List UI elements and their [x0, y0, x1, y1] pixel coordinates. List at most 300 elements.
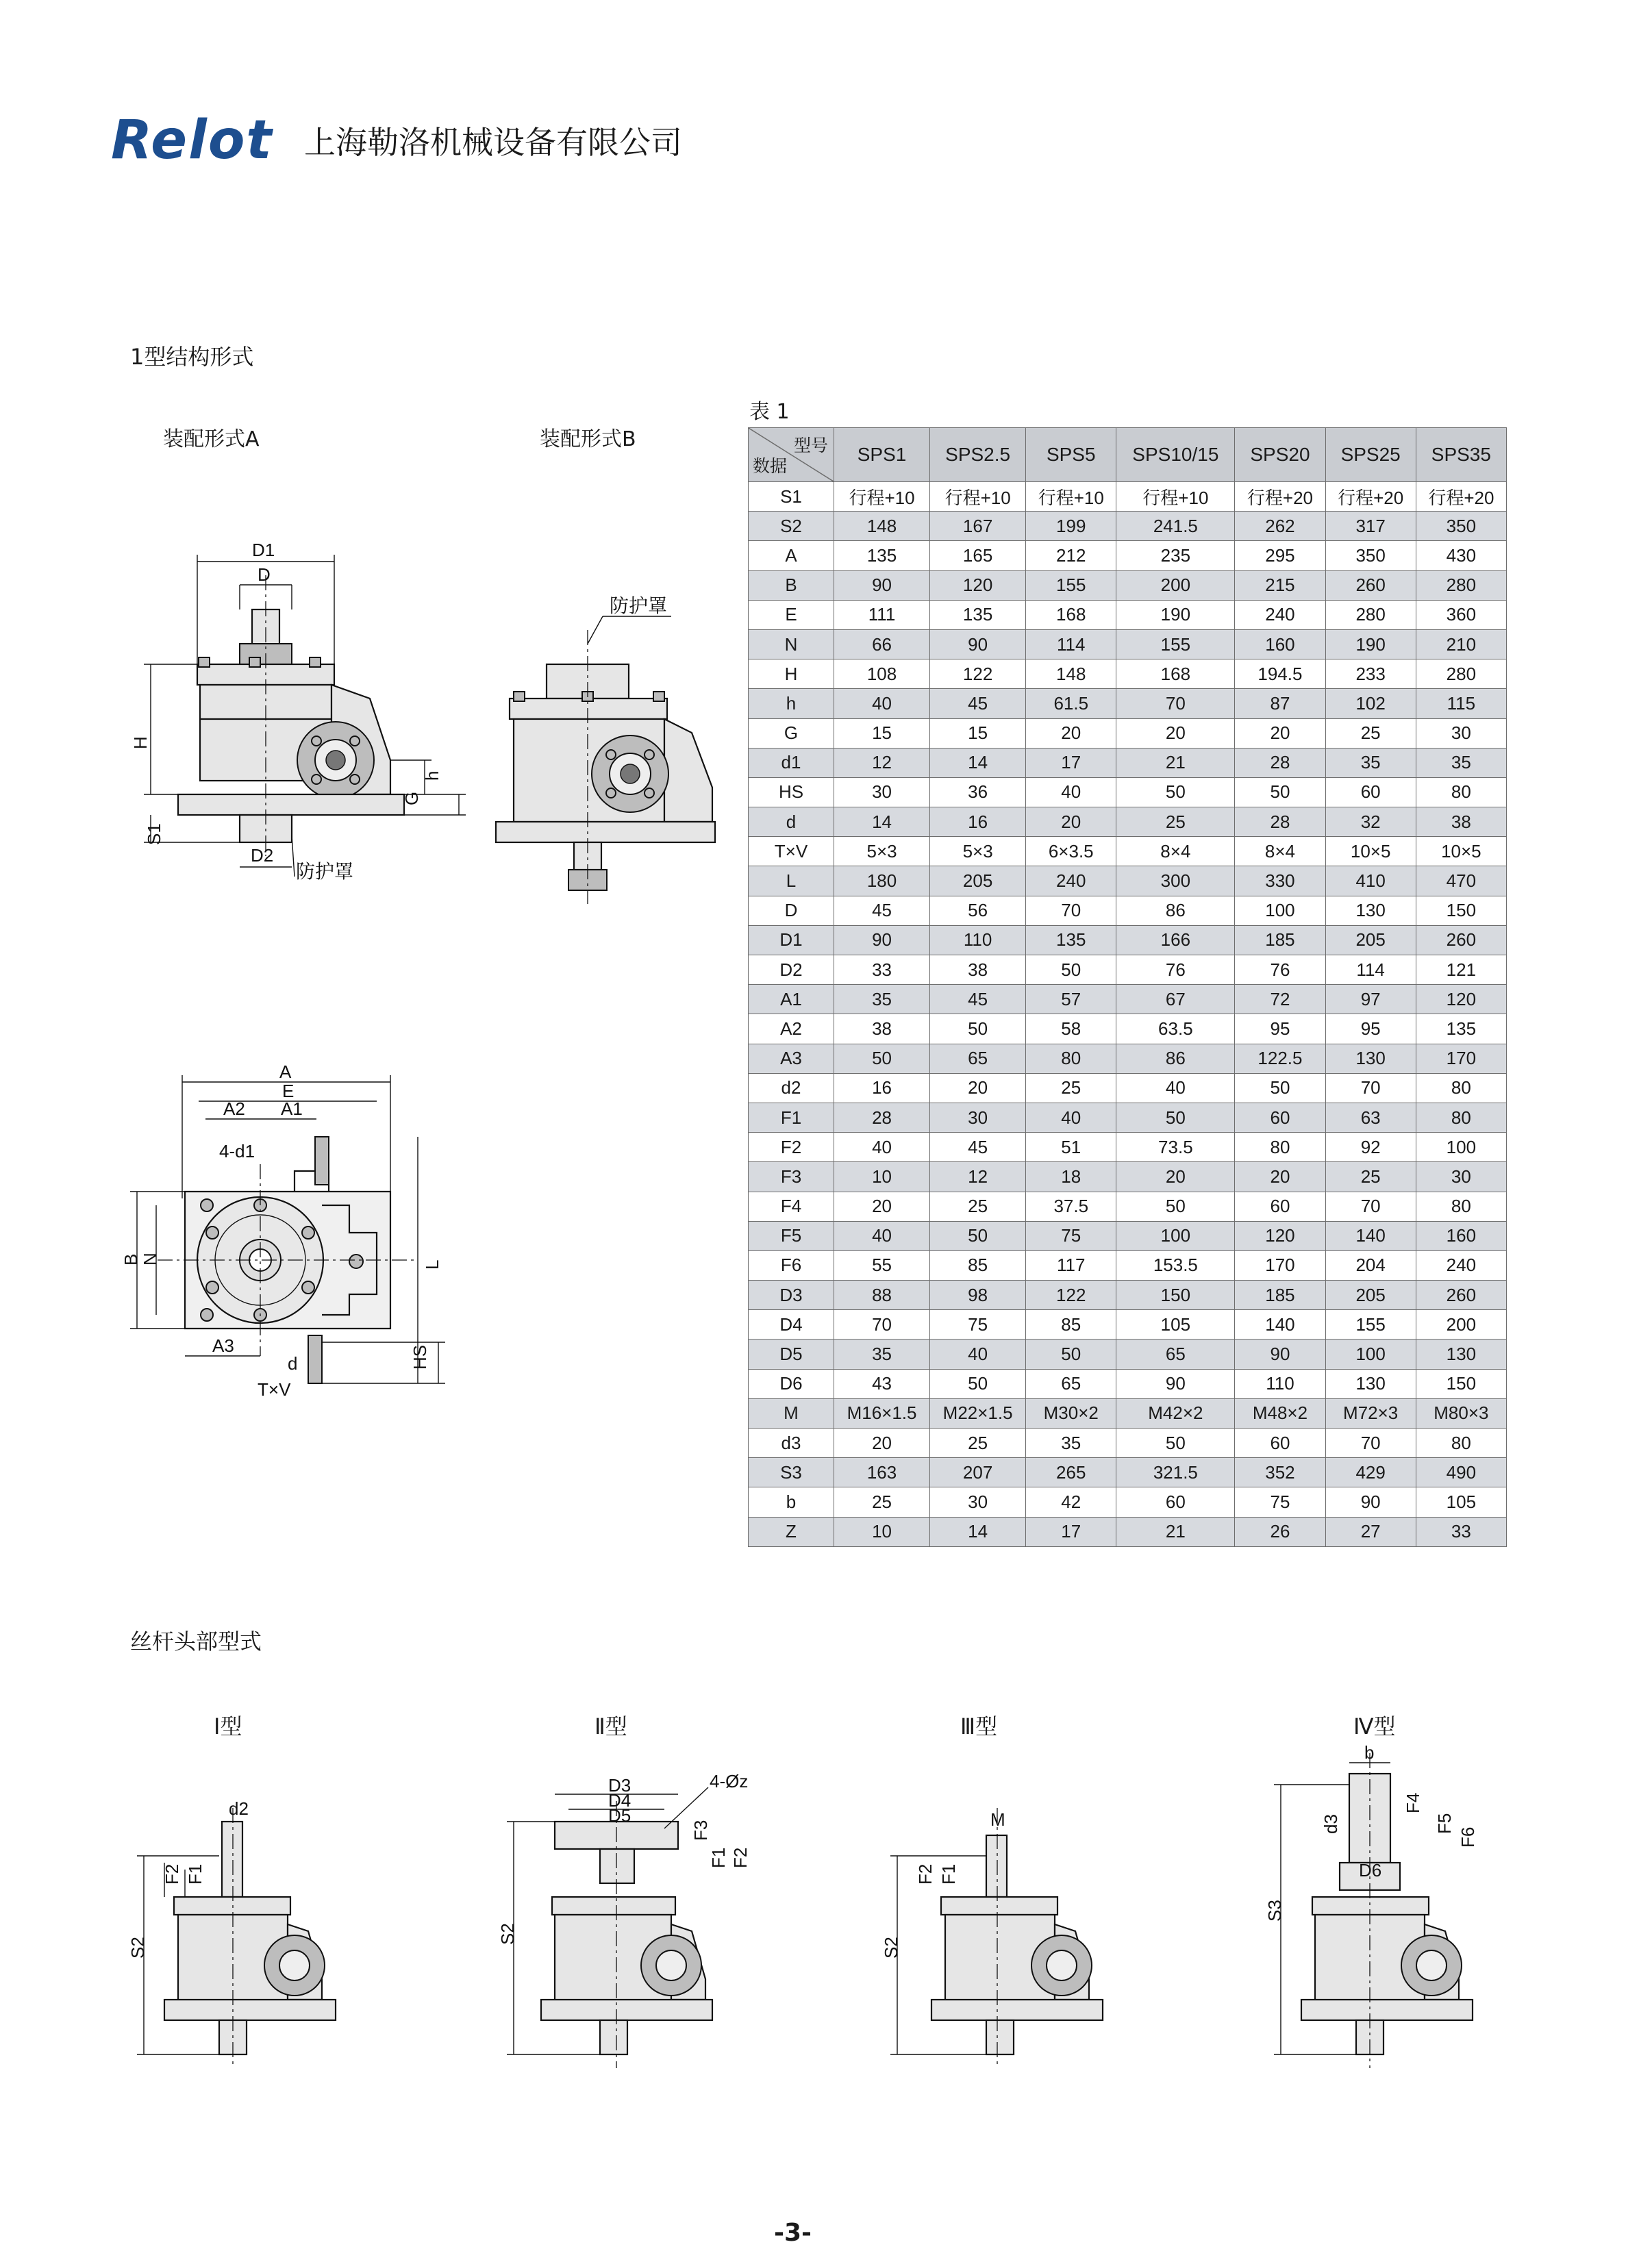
table-cell: 40 [1116, 1073, 1235, 1103]
table-cell: 50 [1116, 1429, 1235, 1458]
row-label: b [749, 1487, 834, 1517]
row-label: N [749, 629, 834, 659]
row-label: A1 [749, 985, 834, 1014]
table-row [749, 512, 1507, 541]
section-title-structure: 1型结构形式 [130, 344, 254, 370]
dim-h: h [422, 770, 442, 781]
dim-TxV: T×V [258, 1379, 291, 1400]
table-cell: 38 [834, 1014, 930, 1044]
table-cell: 80 [1416, 777, 1506, 807]
table-cell: 51 [1026, 1133, 1116, 1162]
table-cell: 60 [1116, 1487, 1235, 1517]
table-cell: 40 [1026, 777, 1116, 807]
row-label: d [749, 807, 834, 837]
row-label: B [749, 570, 834, 600]
table-cell: M22×1.5 [930, 1398, 1026, 1428]
table-row [749, 1221, 1507, 1250]
table-cell: 430 [1416, 541, 1506, 570]
table-row [749, 1014, 1507, 1044]
table-cell: 17 [1026, 1517, 1116, 1546]
table-cell: 115 [1416, 689, 1506, 718]
page-number: -3- [774, 2219, 812, 2247]
table-cell: 25 [1116, 807, 1235, 837]
table-row [749, 1103, 1507, 1132]
table-cell: 122 [930, 659, 1026, 689]
table-cell: 114 [1026, 629, 1116, 659]
table-cell: 40 [930, 1339, 1026, 1369]
table-cell: 105 [1116, 1310, 1235, 1339]
table-cell: 45 [834, 896, 930, 925]
table-cell: 25 [834, 1487, 930, 1517]
table-cell: 429 [1325, 1458, 1416, 1487]
table-cell: 30 [930, 1487, 1026, 1517]
table-cell: 37.5 [1026, 1192, 1116, 1221]
table-cell: 130 [1325, 1044, 1416, 1073]
table-cell: 10 [834, 1162, 930, 1192]
table-cell: 490 [1416, 1458, 1506, 1487]
table-cell: 130 [1416, 1339, 1506, 1369]
dim-S2: S2 [881, 1937, 901, 1959]
table-cell: 210 [1416, 629, 1506, 659]
table-cell: 130 [1325, 1369, 1416, 1398]
table-cell: 120 [930, 570, 1026, 600]
table-cell: 163 [834, 1458, 930, 1487]
table-cell: 350 [1325, 541, 1416, 570]
table-row [749, 1517, 1507, 1546]
table-cell: 200 [1416, 1310, 1506, 1339]
table-row [749, 985, 1507, 1014]
table-row [749, 1044, 1507, 1073]
table-cell: 76 [1235, 955, 1325, 985]
table-cell: 21 [1116, 748, 1235, 777]
spec-table [748, 427, 1507, 1547]
table-cell: 168 [1116, 659, 1235, 689]
table-cell: 205 [1325, 1281, 1416, 1310]
row-label: A2 [749, 1014, 834, 1044]
dim-L: L [422, 1259, 442, 1270]
table-cell: 155 [1116, 629, 1235, 659]
table-cell: 行程+20 [1325, 482, 1416, 512]
table-cell: 70 [1026, 896, 1116, 925]
table-cell: 260 [1325, 570, 1416, 600]
table-cell: 72 [1235, 985, 1325, 1014]
corner-data-label: 数据 [753, 457, 788, 476]
dim-F2: F2 [915, 1863, 936, 1885]
table-cell: 130 [1325, 896, 1416, 925]
row-label: A3 [749, 1044, 834, 1073]
row-label: E [749, 600, 834, 629]
table-cell: 57 [1026, 985, 1116, 1014]
table-cell: 205 [1325, 925, 1416, 955]
table-cell: 102 [1325, 689, 1416, 718]
table-cell: 92 [1325, 1133, 1416, 1162]
table-row [749, 482, 1507, 512]
table-cell: 28 [1235, 807, 1325, 837]
table-cell: 32 [1325, 807, 1416, 837]
table-cell: 194.5 [1235, 659, 1325, 689]
table-row [749, 600, 1507, 629]
table-cell: 95 [1325, 1014, 1416, 1044]
table-cell: 155 [1026, 570, 1116, 600]
table-cell: M72×3 [1325, 1398, 1416, 1428]
row-label: D2 [749, 955, 834, 985]
table-row [749, 659, 1507, 689]
table-cell: 10×5 [1325, 837, 1416, 866]
table-cell: M42×2 [1116, 1398, 1235, 1428]
dim-G: G [401, 791, 422, 805]
table-cell: 25 [930, 1429, 1026, 1458]
table-row [749, 1310, 1507, 1339]
row-label: d2 [749, 1073, 834, 1103]
table-cell: 352 [1235, 1458, 1325, 1487]
table-row [749, 629, 1507, 659]
row-label: M [749, 1398, 834, 1428]
table-cell: 45 [930, 1133, 1026, 1162]
table-cell: 26 [1235, 1517, 1325, 1546]
row-label: S3 [749, 1458, 834, 1487]
table-row [749, 1429, 1507, 1458]
table-cell: 43 [834, 1369, 930, 1398]
table-cell: 14 [930, 1517, 1026, 1546]
table-cell: 185 [1235, 925, 1325, 955]
table-cell: 260 [1416, 1281, 1506, 1310]
row-label: S2 [749, 512, 834, 541]
dim-E: E [282, 1081, 295, 1101]
type-3-drawing [863, 1794, 1151, 2102]
dim-d3: d3 [1321, 1814, 1341, 1834]
row-label: T×V [749, 837, 834, 866]
table-cell: 8×4 [1235, 837, 1325, 866]
row-label: F1 [749, 1103, 834, 1132]
table-cell: 12 [834, 748, 930, 777]
top-view-drawing [116, 1061, 473, 1411]
dim-D3: D3 [608, 1775, 631, 1796]
table-cell: 28 [1235, 748, 1325, 777]
table-cell: 8×4 [1116, 837, 1235, 866]
table-cell: 20 [930, 1073, 1026, 1103]
table-cell: 36 [930, 777, 1026, 807]
table-cell: 190 [1325, 629, 1416, 659]
table-cell: 280 [1416, 659, 1506, 689]
table-row [749, 1250, 1507, 1280]
table-cell: 行程+10 [834, 482, 930, 512]
dim-F2: F2 [162, 1863, 182, 1885]
row-label: Z [749, 1517, 834, 1546]
company-name: 上海勒洛机械设备有限公司 [304, 124, 682, 161]
table-cell: 58 [1026, 1014, 1116, 1044]
table-cell: 100 [1325, 1339, 1416, 1369]
table-cell: 18 [1026, 1162, 1116, 1192]
col-header: SPS1 [834, 428, 930, 482]
table-cell: 80 [1416, 1192, 1506, 1221]
table-cell: 行程+20 [1416, 482, 1506, 512]
table-cell: 190 [1116, 600, 1235, 629]
table-cell: 35 [834, 1339, 930, 1369]
table-cell: 86 [1116, 896, 1235, 925]
table-cell: 90 [834, 925, 930, 955]
table-cell: 122.5 [1235, 1044, 1325, 1073]
table-cell: 70 [1116, 689, 1235, 718]
dim-D5: D5 [608, 1805, 631, 1826]
table-cell: 160 [1416, 1221, 1506, 1250]
dim-N: N [140, 1253, 160, 1266]
dim-F2: F2 [730, 1847, 751, 1868]
table-cell: M48×2 [1235, 1398, 1325, 1428]
table-cell: 240 [1026, 866, 1116, 896]
table-cell: 50 [930, 1221, 1026, 1250]
col-header: SPS2.5 [930, 428, 1026, 482]
table-cell: 80 [1026, 1044, 1116, 1073]
table-cell: 50 [1235, 1073, 1325, 1103]
spec-table-body [749, 482, 1507, 1547]
table-cell: 135 [930, 600, 1026, 629]
dim-M: M [990, 1809, 1005, 1830]
table-row [749, 1458, 1507, 1487]
table-cell: 60 [1235, 1103, 1325, 1132]
brand-logo: Relot [111, 110, 273, 171]
table-cell: 155 [1325, 1310, 1416, 1339]
table-cell: 185 [1235, 1281, 1325, 1310]
table-cell: 20 [1235, 1162, 1325, 1192]
table-cell: 20 [834, 1429, 930, 1458]
table-cell: 56 [930, 896, 1026, 925]
dim-D1: D1 [252, 540, 275, 560]
type-2-label: Ⅱ型 [595, 1713, 627, 1739]
table-cell: 25 [1325, 718, 1416, 748]
table-cell: 35 [1026, 1429, 1116, 1458]
table-cell: 5×3 [930, 837, 1026, 866]
table-cell: 150 [1416, 896, 1506, 925]
table-cell: 20 [834, 1192, 930, 1221]
table-cell: 150 [1416, 1369, 1506, 1398]
table-row [749, 1487, 1507, 1517]
table-cell: 148 [834, 512, 930, 541]
table-cell: 105 [1416, 1487, 1506, 1517]
row-label: F2 [749, 1133, 834, 1162]
table-cell: 350 [1416, 512, 1506, 541]
table-cell: 88 [834, 1281, 930, 1310]
row-label: G [749, 718, 834, 748]
table-cell: 90 [834, 570, 930, 600]
table-row [749, 1281, 1507, 1310]
table-cell: 98 [930, 1281, 1026, 1310]
table-corner-cell [749, 428, 834, 482]
table-cell: 330 [1235, 866, 1325, 896]
table-cell: 76 [1116, 955, 1235, 985]
table-cell: 25 [930, 1192, 1026, 1221]
table-cell: 265 [1026, 1458, 1116, 1487]
table-cell: M30×2 [1026, 1398, 1116, 1428]
table-cell: 63.5 [1116, 1014, 1235, 1044]
table-cell: 15 [930, 718, 1026, 748]
table-cell: 100 [1235, 896, 1325, 925]
table-cell: 295 [1235, 541, 1325, 570]
table-cell: 20 [1116, 1162, 1235, 1192]
table-cell: 行程+10 [1026, 482, 1116, 512]
table-cell: 60 [1325, 777, 1416, 807]
table-cell: 73.5 [1116, 1133, 1235, 1162]
table-cell: M16×1.5 [834, 1398, 930, 1428]
table-cell: 140 [1235, 1310, 1325, 1339]
row-label: S1 [749, 482, 834, 512]
table-caption: 表 1 [749, 400, 790, 424]
table-cell: 180 [834, 866, 930, 896]
table-cell: 40 [834, 1133, 930, 1162]
table-cell: 50 [1116, 1192, 1235, 1221]
dim-D6: D6 [1359, 1860, 1382, 1881]
table-cell: 90 [1235, 1339, 1325, 1369]
table-cell: 75 [1026, 1221, 1116, 1250]
row-label: D6 [749, 1369, 834, 1398]
dim-d2: d2 [229, 1798, 249, 1819]
dim-F4: F4 [1403, 1792, 1423, 1813]
table-cell: 240 [1416, 1250, 1506, 1280]
table-cell: 70 [1325, 1192, 1416, 1221]
table-cell: 60 [1235, 1192, 1325, 1221]
table-cell: 75 [930, 1310, 1026, 1339]
table-cell: 87 [1235, 689, 1325, 718]
dim-S2: S2 [497, 1923, 518, 1945]
table-cell: 28 [834, 1103, 930, 1132]
table-cell: 80 [1416, 1073, 1506, 1103]
dim-S3: S3 [1264, 1900, 1285, 1922]
table-cell: 14 [930, 748, 1026, 777]
table-cell: 300 [1116, 866, 1235, 896]
table-cell: 262 [1235, 512, 1325, 541]
row-label: D3 [749, 1281, 834, 1310]
assembly-a-label: 装配形式A [163, 427, 260, 451]
table-cell: 行程+10 [1116, 482, 1235, 512]
table-cell: 55 [834, 1250, 930, 1280]
row-label: D1 [749, 925, 834, 955]
dim-HS: HS [410, 1344, 430, 1370]
table-cell: 360 [1416, 600, 1506, 629]
table-cell: 75 [1235, 1487, 1325, 1517]
corner-model-label: 型号 [793, 436, 828, 455]
dim-D2: D2 [251, 845, 274, 866]
row-label: HS [749, 777, 834, 807]
table-cell: 40 [834, 1221, 930, 1250]
row-label: F5 [749, 1221, 834, 1250]
dim-D: D [258, 564, 271, 585]
table-cell: 85 [930, 1250, 1026, 1280]
table-cell: 45 [930, 689, 1026, 718]
table-cell: 470 [1416, 866, 1506, 896]
table-cell: 16 [834, 1073, 930, 1103]
col-header: SPS35 [1416, 428, 1506, 482]
table-cell: 65 [1116, 1339, 1235, 1369]
table-cell: 241.5 [1116, 512, 1235, 541]
table-cell: 90 [1325, 1487, 1416, 1517]
table-cell: 199 [1026, 512, 1116, 541]
table-cell: 25 [1026, 1073, 1116, 1103]
table-cell: 160 [1235, 629, 1325, 659]
table-cell: 行程+20 [1235, 482, 1325, 512]
table-row [749, 1369, 1507, 1398]
table-header-row [749, 428, 1507, 482]
table-cell: 25 [1325, 1162, 1416, 1192]
dim-D4: D4 [608, 1790, 631, 1811]
table-cell: 30 [1416, 1162, 1506, 1192]
table-row [749, 955, 1507, 985]
table-cell: 50 [1116, 777, 1235, 807]
table-cell: M80×3 [1416, 1398, 1506, 1428]
table-cell: 110 [930, 925, 1026, 955]
col-header: SPS25 [1325, 428, 1416, 482]
dim-A2: A2 [223, 1098, 245, 1119]
table-cell: 70 [1325, 1073, 1416, 1103]
type-4-label: Ⅳ型 [1353, 1713, 1396, 1739]
table-cell: 50 [930, 1369, 1026, 1398]
table-cell: 240 [1235, 600, 1325, 629]
row-label: F3 [749, 1162, 834, 1192]
row-label: F6 [749, 1250, 834, 1280]
col-header: SPS10/15 [1116, 428, 1235, 482]
table-cell: 50 [834, 1044, 930, 1073]
table-cell: 205 [930, 866, 1026, 896]
table-cell: 20 [1116, 718, 1235, 748]
row-label: D [749, 896, 834, 925]
dim-S2: S2 [127, 1937, 148, 1959]
table-cell: 14 [834, 807, 930, 837]
table-cell: 204 [1325, 1250, 1416, 1280]
table-row [749, 777, 1507, 807]
dim-S1: S1 [144, 823, 164, 845]
table-cell: 20 [1235, 718, 1325, 748]
table-row [749, 1339, 1507, 1369]
table-cell: 122 [1026, 1281, 1116, 1310]
row-label: h [749, 689, 834, 718]
row-label: L [749, 866, 834, 896]
row-label: d3 [749, 1429, 834, 1458]
table-row [749, 837, 1507, 866]
table-cell: 111 [834, 600, 930, 629]
table-cell: 410 [1325, 866, 1416, 896]
type-4-drawing [1247, 1739, 1548, 2102]
table-cell: 40 [1026, 1103, 1116, 1132]
table-row [749, 1073, 1507, 1103]
type-1-drawing [116, 1794, 295, 2102]
table-cell: 165 [930, 541, 1026, 570]
assembly-b-label: 装配形式B [540, 427, 636, 451]
table-cell: 85 [1026, 1310, 1116, 1339]
table-cell: 50 [930, 1014, 1026, 1044]
table-cell: 212 [1026, 541, 1116, 570]
table-cell: 148 [1026, 659, 1116, 689]
table-cell: 61.5 [1026, 689, 1116, 718]
table-cell: 45 [930, 985, 1026, 1014]
table-cell: 6×3.5 [1026, 837, 1116, 866]
table-cell: 150 [1116, 1281, 1235, 1310]
table-cell: 20 [1026, 807, 1116, 837]
table-cell: 135 [834, 541, 930, 570]
table-cell: 35 [1416, 748, 1506, 777]
row-label: F4 [749, 1192, 834, 1221]
table-cell: 33 [1416, 1517, 1506, 1546]
dim-A3: A3 [212, 1335, 234, 1356]
dim-H: H [130, 736, 151, 749]
table-cell: 168 [1026, 600, 1116, 629]
table-cell: 70 [834, 1310, 930, 1339]
type-1-label: Ⅰ型 [214, 1713, 242, 1739]
table-cell: 30 [834, 777, 930, 807]
table-cell: 38 [1416, 807, 1506, 837]
table-cell: 20 [1026, 718, 1116, 748]
dim-F1: F1 [708, 1847, 729, 1868]
table-cell: 17 [1026, 748, 1116, 777]
table-cell: 135 [1416, 1014, 1506, 1044]
dim-B: B [121, 1253, 141, 1266]
